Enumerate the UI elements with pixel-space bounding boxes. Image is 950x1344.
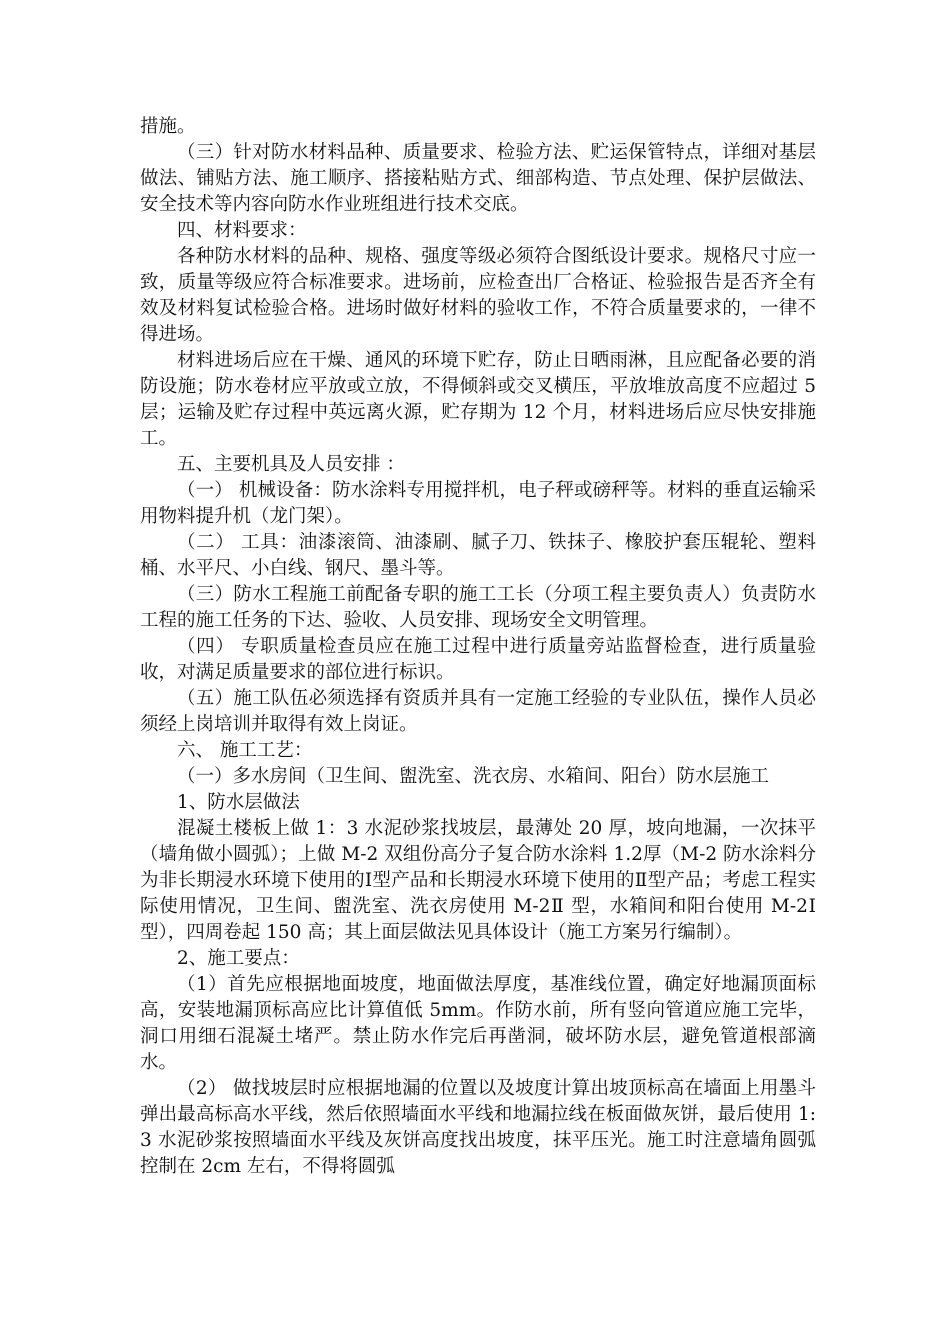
- paragraph-17: （1）首先应根据地面坡度，地面做法厚度，基准线位置，确定好地漏顶面标高，安装地漏顶标高应比计算值低 5mm。作防水前，所有竖向管道应施工完毕，洞口用细石混凝土堵严。禁止防水作完后再凿洞，破坏防水层，避免管道根部滴水。: [140, 974, 816, 1073]
- paragraph-7: （一） 机械设备：防水涂料专用搅拌机，电子秤或磅秤等。材料的垂直运输采用物料提升机（龙门架）。: [140, 480, 816, 527]
- subheading-construction-points: 2、施工要点：: [177, 948, 300, 969]
- paragraph-2: （三）针对防水材料品种、质量要求、检验方法、贮运保管特点，详细对基层做法、铺贴方法、施工顺序、搭接粘贴方式、细部构造、节点处理、保护层做法、安全技术等内容向防水作业班组进行技术交底。: [140, 142, 816, 215]
- paragraph-15: 混凝土楼板上做 1：3 水泥砂浆找坡层，最薄处 20 厚，坡向地漏，一次抹平（墙角做小圆弧）；上做 M-2 双组份高分子复合防水涂料 1.2厚（M-2 防水涂料分为非长期浸水环境下使用的Ⅰ型产品和长期浸水环境下使用的Ⅱ型产品；考虑工程实际使用情况，卫生间、盥洗室、洗衣房使用 M-2Ⅱ 型，水箱间和阳台使用 M-2Ⅰ 型），四周卷起 150 高；其上面层做法见具体设计（施工方案另行编制）。: [140, 818, 816, 943]
- paragraph-18: （2） 做找坡层时应根据地漏的位置以及坡度计算出坡顶标高在墙面上用墨斗弹出最高标高水平线，然后依照墙面水平线和地漏拉线在板面做灰饼，最后使用 1:3 水泥砂浆按照墙面水平线及灰饼高度找出坡度，抹平压光。施工时注意墙角圆弧控制在 2cm 左右，不得将圆弧: [140, 1078, 816, 1177]
- document-page: [140, 114, 816, 1180]
- paragraph-4: 各种防水材料的品种、规格、强度等级必须符合图纸设计要求。规格尺寸应一致，质量等级应符合标准要求。进场前，应检查出厂合格证、检验报告是否齐全有效及材料复试检验合格。进场时做好材料的验收工作，不符合质量要求的，一律不得进场。: [140, 246, 816, 345]
- paragraph-13: （一）多水房间（卫生间、盥洗室、洗衣房、水箱间、阳台）防水层施工: [177, 766, 770, 787]
- paragraph-10: （四） 专职质量检查员应在施工过程中进行质量旁站监督检查，进行质量验收，对满足质量要求的部位进行标识。: [140, 636, 816, 683]
- section-heading-process: 六、 施工工艺：: [177, 740, 313, 761]
- paragraph-5: 材料进场后应在干燥、通风的环境下贮存，防止日晒雨淋，且应配备必要的消防设施；防水卷材应平放或立放，不得倾斜或交叉横压，平放堆放高度不应超过 5 层；运输及贮存过程中英远离火源，贮存期为 12 个月，材料进场后应尽快安排施工。: [140, 350, 816, 449]
- paragraph-8: （二） 工具：油漆滚筒、油漆刷、腻子刀、铁抹子、橡胶护套压辊轮、塑料桶、水平尺、小白线、钢尺、墨斗等。: [140, 532, 816, 579]
- section-heading-equipment: 五、主要机具及人员安排 ：: [177, 454, 405, 475]
- section-heading-materials: 四、材料要求：: [177, 220, 307, 241]
- subheading-waterproof-method: 1、防水层做法: [177, 792, 300, 813]
- paragraph-11: （五）施工队伍必须选择有资质并具有一定施工经验的专业队伍，操作人员必须经上岗培训并取得有效上岗证。: [140, 688, 816, 735]
- paragraph-9: （三）防水工程施工前配备专职的施工工长（分项工程主要负责人）负责防水工程的施工任务的下达、验收、人员安排、现场安全文明管理。: [140, 584, 816, 631]
- paragraph-1: 措施。: [140, 116, 196, 137]
